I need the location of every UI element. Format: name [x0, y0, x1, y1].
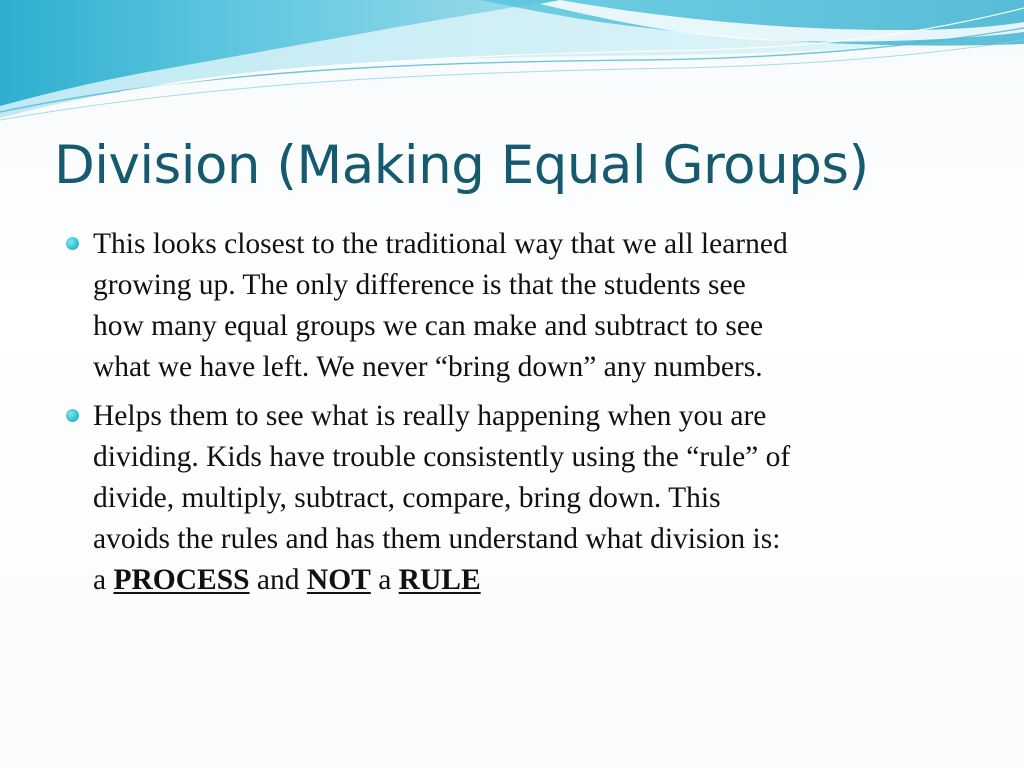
word-a: a	[93, 564, 107, 596]
bullet-2-line-3: divide, multiply, subtract, compare, bring down. This	[93, 482, 721, 514]
bullet-1-line-1: This looks closest to the traditional way that we all learned	[93, 228, 788, 260]
bullet-2-line-2: dividing. Kids have trouble consistently using the “rule” of	[93, 441, 791, 473]
bullet-1-line-4: what we have left. We never “bring down” any numbers.	[93, 351, 763, 383]
bullet-2-line-4: avoids the rules and has them understand what division is:	[93, 523, 781, 555]
bullet-2-line-5	[93, 560, 964, 601]
emphasis-not: NOT	[306, 564, 371, 596]
bullet-1-line-3: how many equal groups we can make and subtract to see	[93, 310, 764, 342]
emphasis-process: PROCESS	[113, 564, 250, 596]
bullet-1-line-2: growing up. The only difference is that the students see	[93, 269, 746, 301]
bullet-dot-icon	[66, 237, 79, 250]
emphasis-rule: RULE	[398, 564, 481, 596]
bullet-dot-icon	[66, 409, 79, 422]
bullet-list	[64, 224, 964, 609]
word-a: a	[378, 564, 392, 596]
bullet-item-1	[64, 224, 964, 388]
bullet-item-2	[64, 396, 964, 601]
decorative-wave-banner	[0, 0, 1024, 130]
slide-title: Division (Making Equal Groups)	[54, 135, 869, 196]
word-and: and	[256, 564, 300, 596]
bullet-2-line-1: Helps them to see what is really happening when you are	[93, 400, 767, 432]
